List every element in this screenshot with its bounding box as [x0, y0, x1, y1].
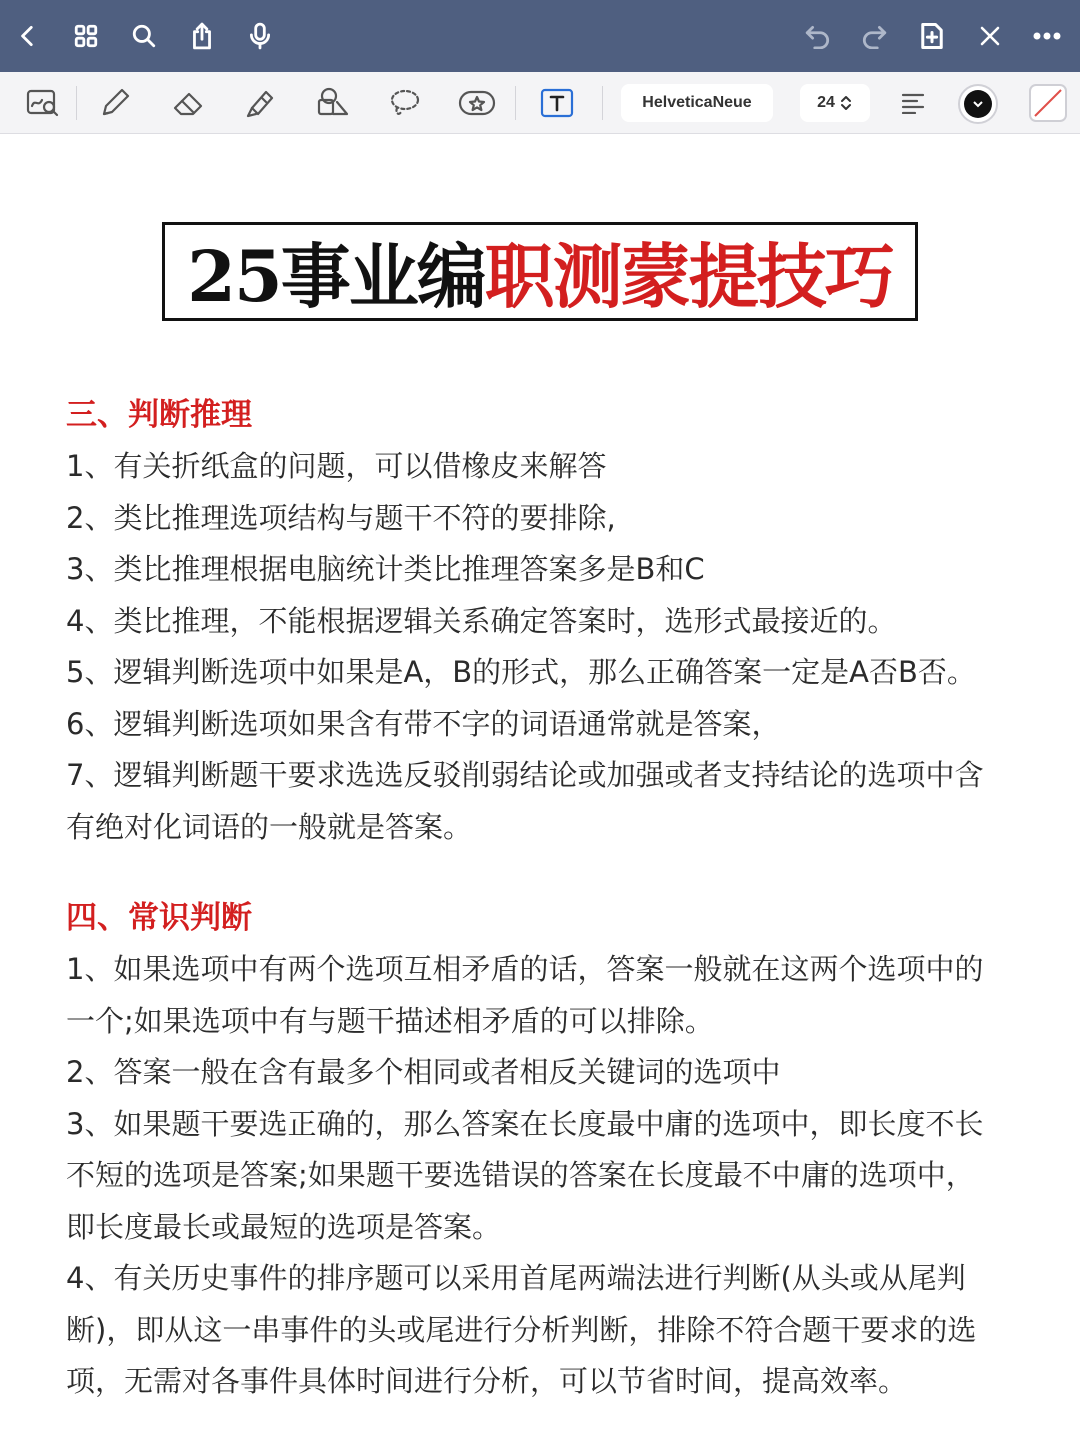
undo-button[interactable]: [796, 14, 840, 58]
list-item: 5、逻辑判断选项中如果是A，B的形式，那么正确答案一定是A否B否。: [66, 655, 976, 689]
highlighter-tool[interactable]: [238, 81, 284, 125]
toolbar-divider: [76, 86, 77, 120]
text-align-button[interactable]: [890, 81, 936, 125]
font-family-selector[interactable]: HelveticaNeue: [621, 84, 773, 122]
section-heading-reasoning: 三、判断推理: [66, 397, 252, 433]
add-page-button[interactable]: [910, 14, 954, 58]
pen-tool[interactable]: [92, 81, 138, 125]
highlighter-icon: [244, 86, 278, 120]
list-item: 6、逻辑判断选项如果含有带不字的词语通常就是答案，: [66, 706, 781, 741]
list-item: 3、如果题干要选正确的，那么答案在长度最中庸的选项中，即长度不长 不短的选项是答案;如果题干要选错误的答案在长度最不中庸的选项中， 即长度最长或最短的选项是答案。: [66, 1106, 984, 1244]
toolbar-divider: [602, 86, 603, 120]
no-fill-icon: [1031, 86, 1065, 120]
section-spacer: [66, 853, 1036, 893]
close-icon: [978, 24, 1002, 48]
microphone-icon: [247, 22, 273, 50]
sticker-tool[interactable]: [454, 81, 500, 125]
undo-icon: [804, 23, 832, 49]
redo-button[interactable]: [852, 14, 896, 58]
font-size-selector[interactable]: [800, 84, 870, 122]
top-navigation-bar: [0, 0, 1080, 72]
lasso-icon: [387, 86, 423, 120]
note-body: [66, 390, 1036, 1408]
background-color-picker[interactable]: [1029, 84, 1067, 122]
section-heading-common-sense: 四、常识判断: [66, 900, 252, 936]
close-button[interactable]: [968, 14, 1012, 58]
microphone-button[interactable]: [238, 14, 282, 58]
share-button[interactable]: [180, 14, 224, 58]
more-options-button[interactable]: [1025, 14, 1069, 58]
list-item: 4、类比推理，不能根据逻辑关系确定答案时，选形式最接近的。: [66, 603, 897, 638]
list-item: 7、逻辑判断题干要求选选反驳削弱结论或加强或者支持结论的选项中含 有绝对化词语的一般就是答案。: [66, 758, 984, 844]
text-tool[interactable]: [534, 81, 580, 125]
more-icon: [1033, 32, 1061, 40]
title-part-black: 25事业编: [187, 235, 485, 318]
toolbar-divider: [515, 86, 516, 120]
search-icon: [131, 23, 157, 49]
list-item: 1、有关折纸盒的问题，可以借橡皮来解答: [66, 449, 607, 483]
list-item: 2、类比推理选项结构与题干不符的要排除,: [66, 500, 616, 535]
shapes-icon: [315, 86, 351, 120]
eraser-tool[interactable]: [166, 81, 212, 125]
zoom-window-tool[interactable]: [20, 81, 66, 125]
zoom-window-icon: [26, 88, 60, 118]
sticker-icon: [457, 87, 497, 119]
redo-icon: [860, 23, 888, 49]
list-item: 4、有关历史事件的排序题可以采用首尾两端法进行判断(从头或从尾判 断)，即从这一串事件的头或尾进行分析判断，排除不符合题干要求的选 项，无需对各事件具体时间进行分析，可以节省时间，提高效率。: [66, 1261, 977, 1398]
back-icon: [15, 23, 41, 49]
title-part-red: 职测蒙提技巧: [484, 235, 893, 318]
grid-view-button[interactable]: [64, 14, 108, 58]
back-button[interactable]: [6, 14, 50, 58]
grid-icon: [73, 23, 99, 49]
stepper-chevron-icon: [839, 94, 853, 112]
pen-icon: [98, 86, 132, 120]
text-color-picker[interactable]: [958, 84, 998, 124]
eraser-icon: [171, 86, 207, 120]
share-icon: [189, 22, 215, 50]
list-item: 1、如果选项中有两个选项互相矛盾的话，答案一般就在这两个选项中的 一个;如果选项中有与题干描述相矛盾的可以排除。: [66, 952, 984, 1038]
list-item: 2、答案一般在含有最多个相同或者相反关键词的选项中: [66, 1055, 781, 1089]
text-box-icon: [539, 87, 575, 119]
align-left-icon: [900, 92, 926, 114]
chevron-down-icon: [973, 100, 983, 108]
page-title: [162, 222, 918, 321]
drawing-toolbar: [0, 72, 1080, 134]
shape-tool[interactable]: [310, 81, 356, 125]
list-item: 3、类比推理根据电脑统计类比推理答案多是B和C: [66, 552, 705, 586]
search-button[interactable]: [122, 14, 166, 58]
lasso-tool[interactable]: [382, 81, 428, 125]
current-color-swatch: [964, 90, 992, 118]
font-size-value: 24: [817, 94, 835, 111]
add-page-icon: [918, 21, 946, 51]
